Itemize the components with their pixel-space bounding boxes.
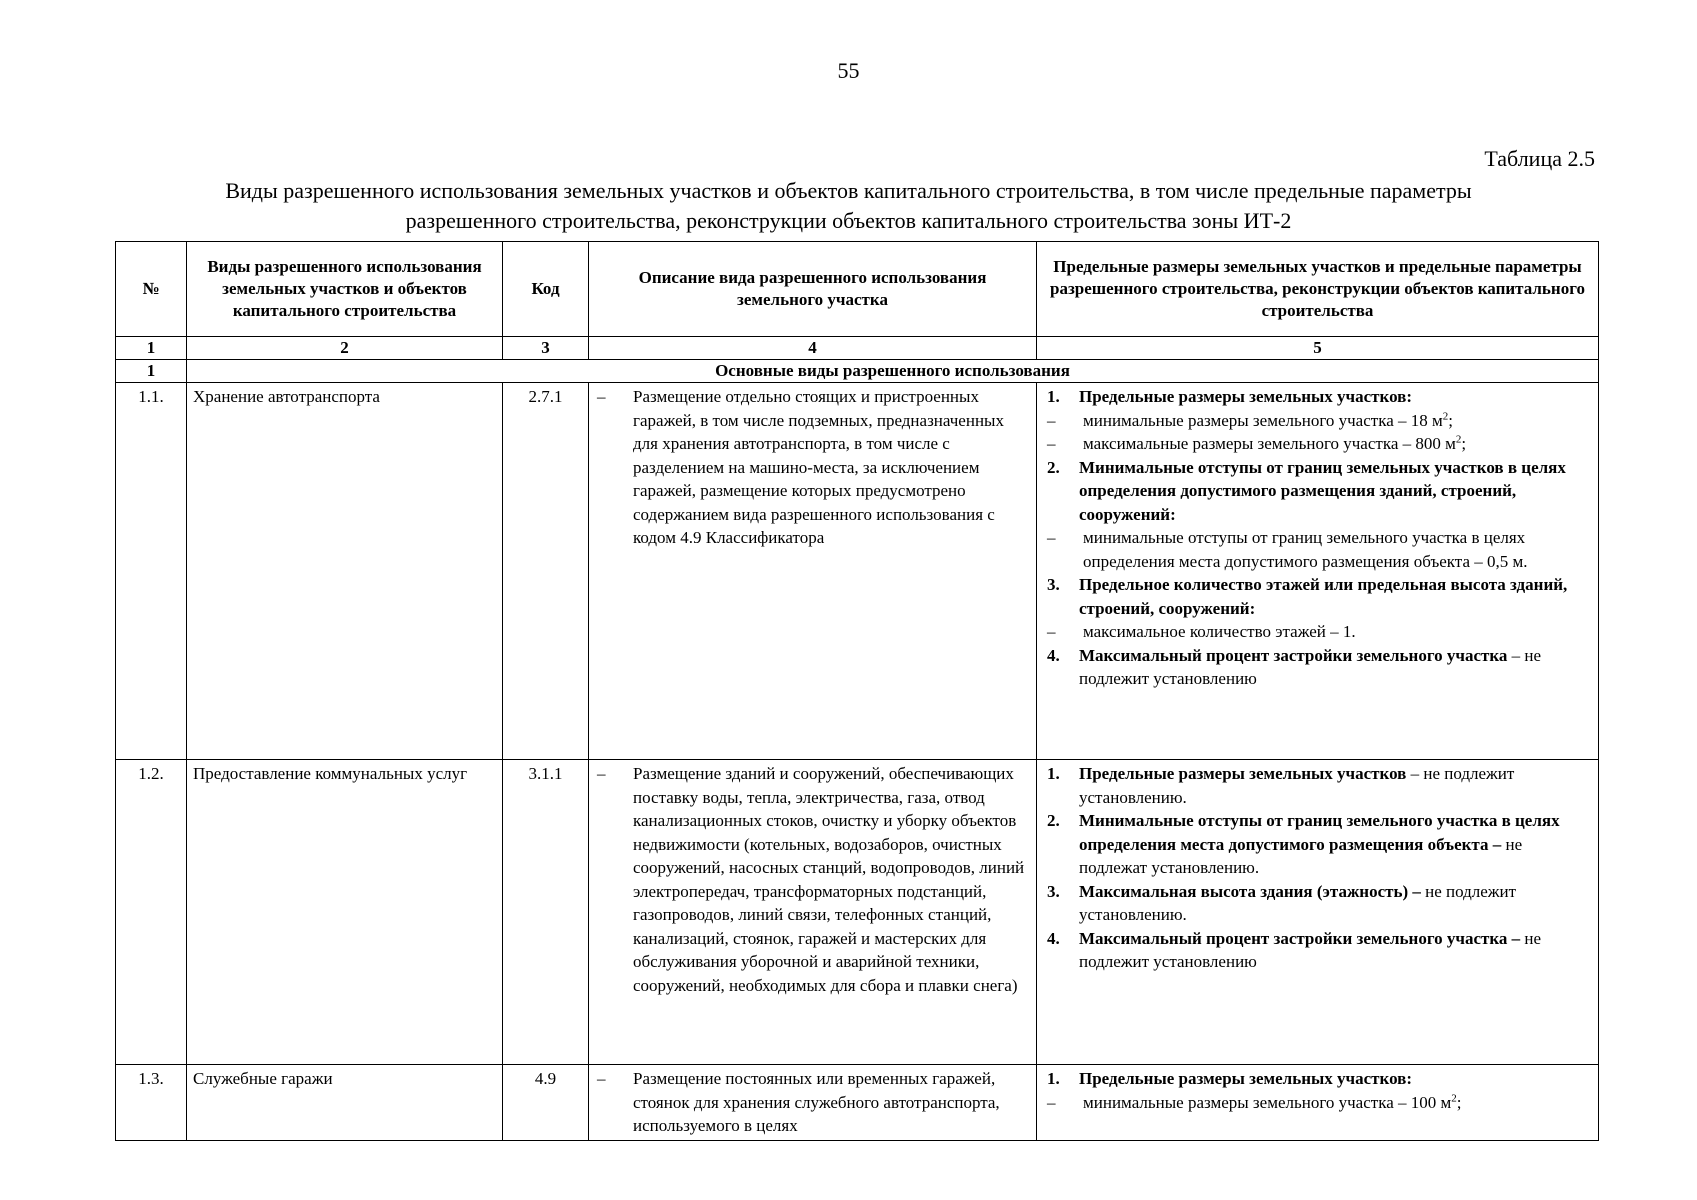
row-code: 3.1.1 <box>503 760 589 1065</box>
column-number: 1 <box>116 337 187 360</box>
bullet-text <box>1083 409 1592 433</box>
bullet-text <box>1083 432 1592 456</box>
dash-marker: – <box>1047 1092 1056 1112</box>
row-use-type: Хранение автотранспорта <box>187 383 503 760</box>
table-row <box>116 760 1599 1065</box>
parameter-text <box>1079 1067 1592 1091</box>
parameter-title: Предельное количество этажей или предельная высота зданий, строений, сооружений: <box>1079 575 1568 618</box>
parameter-item <box>1043 456 1592 527</box>
bullet-value: минимальные отступы от границ земельного участка в целях определения места допустимого размещения объекта – 0,5 м. <box>1083 528 1528 571</box>
row-use-type: Предоставление коммунальных услуг <box>187 760 503 1065</box>
parameter-number: 4. <box>1047 928 1060 948</box>
table-row <box>116 1065 1599 1141</box>
row-description-cell <box>589 383 1037 760</box>
description-block <box>595 385 1030 550</box>
bullet-tail: ; <box>1461 434 1467 453</box>
parameter-title: Максимальный процент застройки земельного участка <box>1079 645 1508 665</box>
row-number: 1.3. <box>116 1065 187 1141</box>
parameter-value: – не подлежит установлению <box>1079 645 1542 688</box>
parameter-list <box>1043 1067 1592 1114</box>
parameter-list <box>1043 385 1592 691</box>
column-number: 5 <box>1037 337 1599 360</box>
description-text: Размещение отдельно стоящих и пристроенных гаражей, в том числе подземных, предназначенных для хранения автотранспорта, в том числе с разделением на машино-места, за исключением гаражей, размещение которых предусмотрено содержанием вида разрешенного использования с кодом 4.9 Классификатора <box>633 387 1004 547</box>
section-number: 1 <box>116 360 187 383</box>
page-number: 55 <box>837 58 860 83</box>
parameter-number: 3. <box>1047 881 1060 901</box>
parameter-title: Максимальная высота здания (этажность) – <box>1079 881 1421 901</box>
description-block <box>595 1067 1030 1138</box>
parameter-item <box>1043 809 1592 880</box>
table-body <box>116 383 1599 1141</box>
bullet-tail: ; <box>1448 410 1453 430</box>
parameter-title: Предельные размеры земельных участков <box>1079 764 1407 783</box>
title-line: Виды разрешенного использования земельных участков и объектов капитального строительства, в том числе предельные параметры <box>225 178 1472 203</box>
parameter-number: 2. <box>1047 811 1060 830</box>
parameter-text <box>1079 809 1592 880</box>
parameter-list <box>1043 762 1592 974</box>
header-use-type: Виды разрешенного использования земельных участков и объектов капитального строительства <box>187 242 503 337</box>
bullet-value: максимальные размеры земельного участка – 800 м <box>1083 434 1456 453</box>
parameter-item <box>1043 1067 1592 1091</box>
table-row <box>116 383 1599 760</box>
parameter-item <box>1043 573 1592 620</box>
description-text: Размещение зданий и сооружений, обеспечивающих поставку воды, тепла, электричества, газа, отвод канализационных стоков, очистку и уборку объектов недвижимости (котельных, водозаборов, очистных сооружений, насосных станций, водопроводов, линий электропередач, трансформаторных подстанций, газопроводов, линий связи, телефонных станций, канализаций, стоянок, гаражей и мастерских для обслуживания уборочной и аварийной техники, сооружений, необходимых для сбора и плавки снега) <box>633 764 1025 995</box>
parameter-title: Максимальный процент застройки земельного участка – <box>1079 928 1521 948</box>
parameter-text <box>1079 880 1592 927</box>
parameter-value: не подлежит установлению. <box>1079 881 1517 924</box>
parameter-value: не подлежат установлению. <box>1079 834 1523 877</box>
parameter-bullet <box>1043 526 1592 573</box>
parameter-text <box>1079 644 1592 691</box>
dash-marker: – <box>597 764 606 783</box>
header-code: Код <box>503 242 589 337</box>
section-title: Основные виды разрешенного использования <box>187 360 1599 383</box>
parameter-value: не подлежит установлению <box>1079 928 1542 971</box>
superscript: 2 <box>1455 433 1462 446</box>
row-number: 1.1. <box>116 383 187 760</box>
row-code: 4.9 <box>503 1065 589 1141</box>
table-label: Таблица 2.5 <box>1484 146 1595 171</box>
parameter-text <box>1079 573 1592 620</box>
parameter-title: Минимальные отступы от границ земельного участка в целях определения места допустимого размещения объекта – <box>1079 811 1560 854</box>
row-parameters-cell <box>1037 760 1599 1065</box>
section-row <box>116 360 1599 383</box>
dash-marker: – <box>1047 528 1056 547</box>
parameter-title: Предельные размеры земельных участков: <box>1079 387 1413 406</box>
column-number: 2 <box>187 337 503 360</box>
title-line: разрешенного строительства, реконструкции объектов капитального строительства зоны ИТ-2 <box>405 208 1292 233</box>
column-number: 4 <box>589 337 1037 360</box>
superscript: 2 <box>1442 409 1449 422</box>
land-use-table <box>115 241 1599 1141</box>
bullet-text <box>1083 1091 1592 1115</box>
superscript: 2 <box>1451 1091 1457 1104</box>
column-number: 3 <box>503 337 589 360</box>
description-text: Размещение постоянных или временных гаражей, стоянок для хранения служебного автотранспорта, используемого в целях <box>633 1069 1000 1135</box>
parameter-number: 2. <box>1047 457 1060 477</box>
parameter-value: – не подлежит установлению. <box>1079 764 1515 807</box>
parameter-text <box>1079 762 1592 809</box>
row-description-cell <box>589 760 1037 1065</box>
parameter-number: 3. <box>1047 575 1060 594</box>
header-num: № <box>116 242 187 337</box>
parameter-bullet <box>1043 409 1592 433</box>
header-parameters: Предельные размеры земельных участков и предельные параметры разрешенного строительства, реконструкции объектов капитального строительства <box>1037 242 1599 337</box>
row-parameters-cell <box>1037 1065 1599 1141</box>
dash-marker: – <box>597 387 606 406</box>
parameter-title: Минимальные отступы от границ земельных участков в целях определения допустимого размещения зданий, строений, сооружений: <box>1079 457 1566 524</box>
bullet-value: максимальное количество этажей – 1. <box>1083 622 1356 641</box>
parameter-item <box>1043 927 1592 974</box>
bullet-value: минимальные размеры земельного участка – 18 м <box>1083 410 1443 430</box>
dash-marker: – <box>597 1069 606 1088</box>
parameter-title: Предельные размеры земельных участков: <box>1079 1069 1413 1088</box>
row-code: 2.7.1 <box>503 383 589 760</box>
column-number-row <box>116 337 1599 360</box>
parameter-item <box>1043 762 1592 809</box>
row-description-cell <box>589 1065 1037 1141</box>
parameter-text <box>1079 385 1592 409</box>
row-use-type: Служебные гаражи <box>187 1065 503 1141</box>
parameter-number: 4. <box>1047 645 1060 665</box>
parameter-text <box>1079 456 1592 527</box>
bullet-text <box>1083 526 1592 573</box>
parameter-bullet <box>1043 432 1592 456</box>
parameter-number: 1. <box>1047 387 1060 406</box>
bullet-value: минимальные размеры земельного участка – 100 м <box>1083 1092 1452 1112</box>
row-parameters-cell <box>1037 383 1599 760</box>
parameter-bullet <box>1043 620 1592 644</box>
parameter-number: 1. <box>1047 764 1060 783</box>
parameter-bullet <box>1043 1091 1592 1115</box>
header-description: Описание вида разрешенного использования земельного участка <box>589 242 1037 337</box>
parameter-text <box>1079 927 1592 974</box>
bullet-tail: ; <box>1456 1092 1462 1112</box>
parameter-item <box>1043 385 1592 409</box>
parameter-item <box>1043 644 1592 691</box>
row-number: 1.2. <box>116 760 187 1065</box>
dash-marker: – <box>1047 622 1056 641</box>
table-title <box>120 176 1577 236</box>
dash-marker: – <box>1047 410 1056 430</box>
parameter-item <box>1043 880 1592 927</box>
header-row <box>116 242 1599 337</box>
description-block <box>595 762 1030 997</box>
bullet-text <box>1083 620 1592 644</box>
parameter-number: 1. <box>1047 1069 1060 1088</box>
dash-marker: – <box>1047 434 1056 453</box>
